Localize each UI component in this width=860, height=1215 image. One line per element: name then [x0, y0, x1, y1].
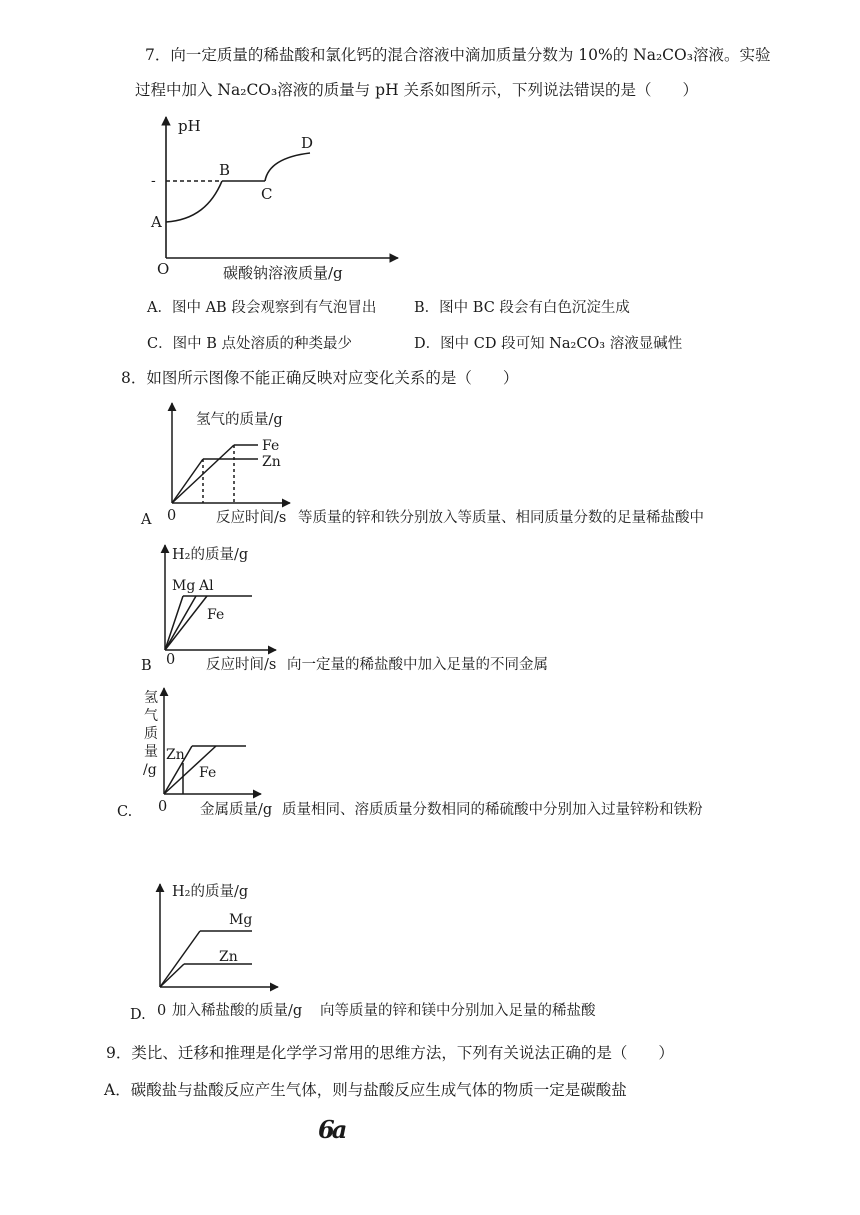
q8a-zn-rise	[172, 459, 203, 503]
q7-point-d: D	[301, 134, 314, 152]
q8b-origin: 0	[166, 652, 176, 668]
q7-curve-ab	[166, 181, 222, 222]
footer-page-mark: 6a	[318, 1115, 345, 1144]
q7-ph-graph	[166, 117, 398, 258]
q8d-series-zn: Zn	[219, 949, 238, 965]
q8d-letter: D.	[130, 1007, 146, 1023]
q8b-series-al: Al	[199, 578, 214, 594]
q9-stem: 9．类比、迁移和推理是化学学习常用的思维方法，下列有关说法正确的是（ ）	[106, 1044, 674, 1062]
q8d-x-axis-label: 加入稀盐酸的质量/g	[172, 1003, 303, 1019]
q8d-origin: 0	[157, 1003, 167, 1019]
q8c-series-fe: Fe	[199, 765, 217, 781]
q8a-series-zn: Zn	[262, 454, 281, 470]
q8c-y-label-unit: /g	[143, 762, 157, 778]
q7-option-d: D．图中 CD 段可知 Na₂CO₃ 溶液显碱性	[414, 336, 683, 352]
q8d-series-mg: Mg	[229, 912, 253, 928]
q8b-x-axis-label: 反应时间/s	[206, 657, 277, 673]
q7-option-b: B．图中 BC 段会有白色沉淀生成	[414, 300, 630, 316]
q8c-series-zn: Zn	[166, 747, 185, 763]
q7-origin: O	[157, 260, 170, 278]
q8a-origin: 0	[167, 508, 177, 524]
q8a-x-axis-label: 反应时间/s	[216, 510, 287, 526]
q8d-zn-rise	[160, 964, 184, 987]
q7-ph-tick: -	[151, 173, 156, 189]
q8c-letter: C.	[117, 804, 133, 820]
q8b-series-mg: Mg	[172, 578, 196, 594]
q8a-letter: A	[141, 512, 152, 528]
q8c-y-label-char-1: 氢	[144, 690, 158, 706]
q8c-y-label-char-2: 气	[144, 708, 158, 724]
q8c-x-axis-label: 金属质量/g	[200, 802, 273, 818]
q8b-fe-rise	[165, 596, 207, 650]
q8a-series-fe: Fe	[262, 438, 280, 454]
q8-stem: 8．如图所示图像不能正确反映对应变化关系的是（ ）	[121, 369, 519, 387]
q7-point-c: C	[261, 185, 273, 203]
q7-y-axis-label: pH	[178, 117, 201, 135]
q8a-caption: 等质量的锌和铁分别放入等质量、相同质量分数的足量稀盐酸中	[298, 510, 704, 526]
q8b-letter: B	[141, 658, 152, 674]
q8d-y-axis-label: H₂的质量/g	[172, 884, 249, 900]
q8c-caption: 质量相同、溶质质量分数相同的稀硫酸中分别加入过量锌粉和铁粉	[282, 802, 703, 818]
q7-option-c: C．图中 B 点处溶质的种类最少	[147, 336, 352, 352]
q8c-y-label-char-3: 质	[144, 726, 158, 742]
q8a-y-axis-label: 氢气的质量/g	[196, 412, 283, 428]
q7-point-a: A	[151, 213, 162, 231]
q7-option-a: A．图中 AB 段会观察到有气泡冒出	[147, 300, 377, 316]
q7-x-axis-label: 碳酸钠溶液质量/g	[223, 264, 343, 282]
q9-option-a: A．碳酸盐与盐酸反应产生气体，则与盐酸反应生成气体的物质一定是碳酸盐	[104, 1081, 627, 1099]
q8b-caption: 向一定量的稀盐酸中加入足量的不同金属	[287, 657, 548, 673]
q7-stem-line1: 7．向一定质量的稀盐酸和氯化钙的混合溶液中滴加质量分数为 10%的 Na₂CO₃溶液。实验	[145, 46, 771, 64]
q7-point-b: B	[219, 161, 231, 179]
q8c-y-label-char-4: 量	[144, 744, 158, 760]
q8b-y-axis-label: H₂的质量/g	[172, 547, 249, 563]
q8d-mg-rise	[160, 931, 200, 987]
q8d-caption: 向等质量的锌和镁中分别加入足量的稀盐酸	[320, 1003, 596, 1019]
q7-stem-line2: 过程中加入 Na₂CO₃溶液的质量与 pH 关系如图所示，下列说法错误的是（ ）	[135, 81, 699, 99]
q8c-origin: 0	[158, 799, 168, 815]
q8b-series-fe: Fe	[207, 607, 225, 623]
q7-curve-cd	[265, 153, 310, 181]
